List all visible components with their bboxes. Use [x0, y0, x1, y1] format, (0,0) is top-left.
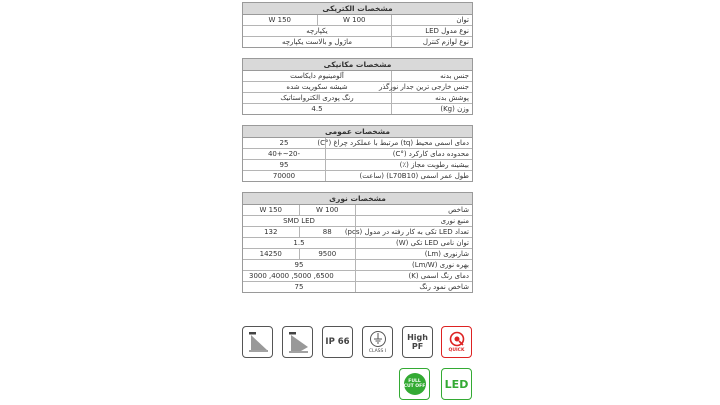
full-label: FULL [408, 379, 421, 384]
table-row [243, 205, 472, 215]
row-label: وزن (Kg) [391, 104, 472, 114]
row-value: 150 W [243, 205, 300, 215]
quick-icon [449, 331, 465, 347]
general-specs [242, 125, 473, 182]
row-value: 132 [243, 227, 300, 237]
led-text: LED [444, 377, 469, 391]
row-label: بهره نوری (Lm/W) [355, 260, 472, 270]
quick-label: QUICK [448, 348, 465, 353]
row-value: 150 W [243, 15, 318, 25]
row-label: توان [391, 15, 472, 25]
table-row [243, 103, 472, 114]
row-value: -20~+40 [267, 150, 301, 158]
optical-specs [242, 192, 473, 293]
row-label: پوشش بدنه [391, 93, 472, 103]
row-value: 70000 [272, 172, 296, 180]
row-value: 95 [279, 161, 289, 169]
table-row [243, 81, 472, 92]
high-pf-badge [402, 326, 433, 358]
ip-rating-badge [322, 326, 353, 358]
row-label: محدوده دمای کارکرد (°C) [325, 149, 472, 159]
row-value: رنگ پودری الکترواستاتیک [280, 94, 354, 102]
section-title: مشخصات عمومی [243, 126, 472, 138]
row-value: آلومینیوم دایکاست [290, 72, 344, 80]
row-label: جنس بدنه [391, 71, 472, 81]
table-row [243, 92, 472, 103]
row-value: 95 [294, 261, 304, 269]
row-label: شاخص نمود رنگ [355, 282, 472, 292]
table-row [243, 159, 472, 170]
table-row [243, 259, 472, 270]
row-label: نوع لوازم کنترل [391, 37, 472, 47]
full-cut-off-badge [399, 368, 430, 400]
row-label: دمای رنگ اسمی (K) [355, 271, 472, 281]
row-value: یکپارچه [306, 27, 328, 35]
high-text: High [407, 333, 428, 342]
row-label: توان نامی LED تکی (W) [355, 238, 472, 248]
table-row [243, 25, 472, 36]
mechanical-specs [242, 58, 473, 115]
section-title: مشخصات نوری [243, 193, 472, 205]
row-value: 1.5 [293, 239, 305, 247]
electrical-specs [242, 2, 473, 48]
asymmetric-beam-icon [242, 326, 273, 358]
table-row [243, 36, 472, 47]
class-label: CLASS I [368, 349, 387, 354]
wide-beam-icon [282, 326, 313, 358]
table-row [243, 138, 472, 148]
section-title: مشخصات الکتریکی [243, 3, 472, 15]
table-row [243, 248, 472, 259]
table-row [243, 215, 472, 226]
full-cut-off-icon [404, 373, 426, 395]
cut-off-label: CUT OFF [403, 384, 426, 389]
spec-sheet [242, 0, 473, 303]
row-value: 9500 [318, 250, 337, 258]
row-value: SMD LED [283, 217, 315, 225]
row-value: 100 W [342, 16, 366, 24]
row-value: 100 W [315, 206, 339, 214]
row-value: ماژول و بالاست یکپارچه [281, 38, 353, 46]
row-label: نوع مدول LED [391, 26, 472, 36]
row-label: تعداد LED تکی به کار رفته در مدول (pcs) [355, 227, 472, 237]
row-value: 25 [279, 139, 289, 147]
table-row [243, 15, 472, 25]
table-row [243, 226, 472, 237]
row-label: بیشینه رطوبت مجاز (٪) [325, 160, 472, 170]
row-label: طول عمر اسمی (L70B10) (ساعت) [325, 171, 472, 181]
table-row [243, 170, 472, 181]
row-value: 75 [294, 283, 304, 291]
row-value: 6500, 5000, 4000, 3000 [249, 272, 334, 280]
section-title: مشخصات مکانیکی [243, 59, 472, 71]
row-label: شاخص [355, 205, 472, 215]
row-label: شارنوری (Lm) [355, 249, 472, 259]
row-value: 4.5 [311, 105, 323, 113]
row-value: 14250 [243, 249, 300, 259]
ip-rating-text: IP 66 [325, 337, 350, 347]
ground-icon [369, 330, 387, 348]
led-badge [441, 368, 472, 400]
row-label: جنس خارجی ترین جدار نورگذر [391, 82, 472, 92]
row-label: دمای اسمی محیط (tq) مرتبط با عملکرد چراغ (°C) [325, 138, 472, 148]
table-row [243, 270, 472, 281]
row-label: منبع نوری [355, 216, 472, 226]
row-value: شیشه سکوریت شده [286, 83, 348, 91]
table-row [243, 148, 472, 159]
ground-class-badge [362, 326, 393, 358]
quick-connect-badge [441, 326, 472, 358]
table-row [243, 237, 472, 248]
table-row [243, 281, 472, 292]
table-row [243, 71, 472, 81]
pf-text: PF [411, 342, 424, 351]
row-value: 88 [322, 228, 332, 236]
